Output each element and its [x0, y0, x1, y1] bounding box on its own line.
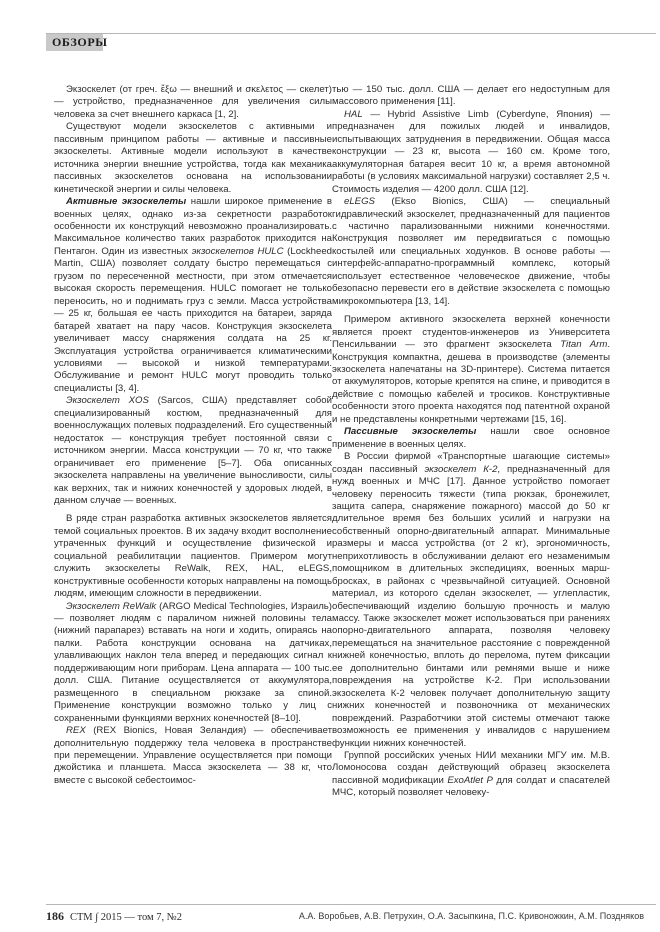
k2-text-a: В России фирмой «Транспортные шагающие системы» создан пассивный [332, 451, 610, 475]
definition-text: Экзоскелет (от греч. ἔξω — внешний и σκελετος — скелет) — устройство, предназначенное для увеличения силы человека за счет внешнего каркаса [1, 2]. [54, 84, 332, 120]
exoatlet-text-b: для солдат и спасателей МЧС, который позволяет человеку- [332, 774, 611, 799]
paragraph-social: В ряде стран разработка активных экзоскелетов является темой социальных проектов. В их задачу входит восполнение утраченных функций и осуществление физической и социальной реабилитации пациентов. Примером могут служить экзоскелеты ReWalk, REX, HAL, eLEGS, конструктивные особенности которых направлены на помощь людям, имеющим сложности в передвижении. [54, 513, 332, 600]
name-hulc: экзоскелетов HULC [191, 245, 284, 257]
elegs-text: (Ekso Bionics, США) — специальный гидравлический экзоскелет, предназначенный для пациентов с частично парализованными нижними конечностями. Конструкция позволяет им передвигаться с помощью костылей или специальных ходунков. В основе работы — интерфейс-аппаратно-программный комплекс, который использует естественное человеческое движение, чтобы безопасно перевести его в действие экзоскелета с помощью микрокомпьютера [13, 14]. [332, 196, 610, 307]
paragraph-elegs [332, 196, 610, 308]
active-text-a: нашли широкое применение в военных целях, однако из-за секретности разработок особенности их конструкций невозможно проанализировать. Максимальное количество таких разработок приходится на Пентагон. Один из известных [54, 196, 332, 257]
paragraph-xos [54, 395, 332, 507]
paragraph-passive [332, 426, 610, 451]
page-footer [46, 908, 656, 924]
paragraph-hal [332, 109, 610, 196]
left-column [54, 84, 332, 787]
paragraph-k2 [332, 451, 610, 750]
name-hal: HAL [344, 108, 363, 120]
exoatlet-text-a: Группой российских ученых НИИ механики МГУ им. М.В. Ломоносова создан действующий образец экзоскелета пассивной модификации [332, 750, 610, 786]
term-active-exoskeletons: Активные экзоскелеты [66, 196, 187, 208]
paragraph-types: Существуют модели экзоскелетов с активными и пассивным принципом работы — активные и пассивные экзоскелеты. Активные модели используют в качестве источника энергии внешние устройства, тогда как механика пассивных экзоскелетов основана на использовании кинетической энергии и силы человека. [54, 121, 332, 195]
header-rule [46, 33, 656, 34]
name-rewalk: Экзоскелет ReWalk [66, 600, 157, 612]
rex-text: (REX Bionics, Новая Зеландия) — обеспечивает дополнительную поддержку тела человека в пространстве при перемещении. Управление осуществляется при помощи джойстика и планшета. Масса экзоскелета — 38 кг, что вместе с высокой себестоимос- [54, 725, 332, 786]
titan-text-b: . Конструкция компактна, дешева в производстве (элементы экзоскелета напечатаны на 3D-принтере). Система питается от аккумуляторов, которые крепятся на спине, и приводится в действие с помощью кабелей и тросиков. Конструктивные особенности этого проекта находятся под патентной охраной и не представлены конкретными чертежами [15, 16]. [332, 339, 611, 425]
name-titan-arm: Titan Arm [560, 339, 608, 351]
xos-text: (Sarcos, США) представляет собой специализированный костюм, предназначенный для военнослужащих полевых подразделений. Его существенный недостаток — конструкция требует постоянной связи с источником энергии. Масса конструкции — 70 кг, что также ограничивает его применение [5–7]. Оба описанных экзоскелета направлены на увеличение выносливости, силы как верхних, так и нижних конечностей у здоровых людей, в данном случае — военных. [54, 395, 332, 506]
term-passive-exoskeletons: Пассивные экзоскелеты [344, 426, 477, 438]
name-xos: Экзоскелет XOS [66, 395, 149, 407]
name-rex: REX [66, 725, 86, 737]
paragraph-exoatlet [332, 750, 610, 800]
footer-rule [46, 904, 656, 905]
paragraph-rex [54, 725, 332, 787]
section-tab: ОБЗОРЫ [46, 34, 103, 51]
titan-text-a: Примером активного экзоскелета верхней конечности является проект студентов-инженеров из Университета Пенсильвании — это фрагмент экзоскелета [332, 314, 610, 351]
active-text-b: (Lockheed Martin, США) позволяет солдату быстро перемещаться с грузом по пересеченной местности, при этом отмечается высокая скорость перемещения. HULC помогает не только переносить, но и поднимать груз с земли. Масса устройства — 25 кг, большая ее часть приходится на батареи, заряда батарей хватает на пару часов. Конструкция экзоскелета увеличивает массу снаряжения солдата на 25 кг. Эксплуатация устройства ограничивается климатическими условиями — высокой и низкой температурами. Обслуживание и ремонт HULC могут проводить только специалисты [3, 4]. [54, 245, 332, 394]
paragraph-active [54, 196, 332, 395]
right-column [332, 84, 610, 800]
k2-text-b: , предназначенный для нужд военных и МЧС [17]. Данное устройство помогает человеку переносить тяжести (типа рюкзак, бронежилет, защита сапера, снаряжение пожарного) массой до 50 кг длительное время без больших усилий и нагрузки на собственный опорно-двигательный аппарат. Минимальные размеры и масса устройства (от 2 кг), эргономичность, неприхотливость в обслуживании делают его незаменимым помощником в длительных экспедициях, военных марш-бросках, в районах с чрезвычайной ситуацией. Основной материал, из которого сделан экзоскелет, — углепластик, обеспечивающий изделию большую прочность и малую массу. Также экзоскелет может использоваться при ранениях опорно-двигательного аппарата, позволяя человеку перемещаться на значительное расстояние с поврежденной нижней конечностью, вплоть до перелома, путем фиксации ее дополнительно бинтами или ремнями выше и ниже повреждения на устройстве К-2. При использовании экзоскелета К-2 человек получает дополнительную защиту нижних конечностей и позвоночника от механических повреждений. Разработчики этой системы отмечают также возможность ее применения у инвалидов с нарушением функции нижних конечностей. [332, 463, 610, 749]
page-number: 186 [46, 909, 64, 923]
name-k2: экзоскелет К-2 [424, 463, 498, 475]
paragraph-titan-arm [332, 314, 610, 426]
footer-authors: А.А. Воробьев, А.В. Петрухин, О.А. Засыпкина, П.С. Кривоножкин, А.М. Поздняков [298, 911, 644, 921]
paragraph-rewalk [54, 601, 332, 726]
passive-text: нашли свое основное применение в военных целях. [332, 426, 611, 450]
name-elegs: eLEGS [344, 196, 375, 208]
journal-citation: СТМ ∫ 2015 — том 7, №2 [70, 912, 183, 923]
name-exoatlet: ExoAtlet P [447, 774, 493, 786]
rewalk-text: (ARGO Medical Technologies, Израиль) — позволяет людям с параличом нижней половины тела (нижний парапарез) вставать на ноги и ходить, опираясь на палки. Работа конструкции основана на датчиках, улавливающих наклон тела вперед и передающих сигнал к поддерживающим ноги приборам. Цена аппарата — 100 тыс. долл. США. Питание осуществляется от аккумулятора, размещенного в специальном рюкзаке за спиной. Применение конструкции возможно только у лиц с сохраненными функциями верхних конечностей [8–10]. [54, 600, 332, 724]
paragraph-rex-cont: тью — 150 тыс. долл. США — делает его недоступным для массового применения [11]. [332, 84, 610, 108]
hal-text: — Hybrid Assistive Limb (Cyberdyne, Япония) — предназначен для пожилых людей и инвалидов, испытывающих затруднения в передвижении. Общая масса конструкции — 23 кг, высота — 160 см. Кроме того, аккумуляторная батарея весит 10 кг, а время автономной работы (в условиях максимальной нагрузки) составляет 2,5 ч. Стоимость изделия — 4200 долл. США [12]. [332, 108, 610, 195]
paragraph-definition [54, 84, 332, 121]
